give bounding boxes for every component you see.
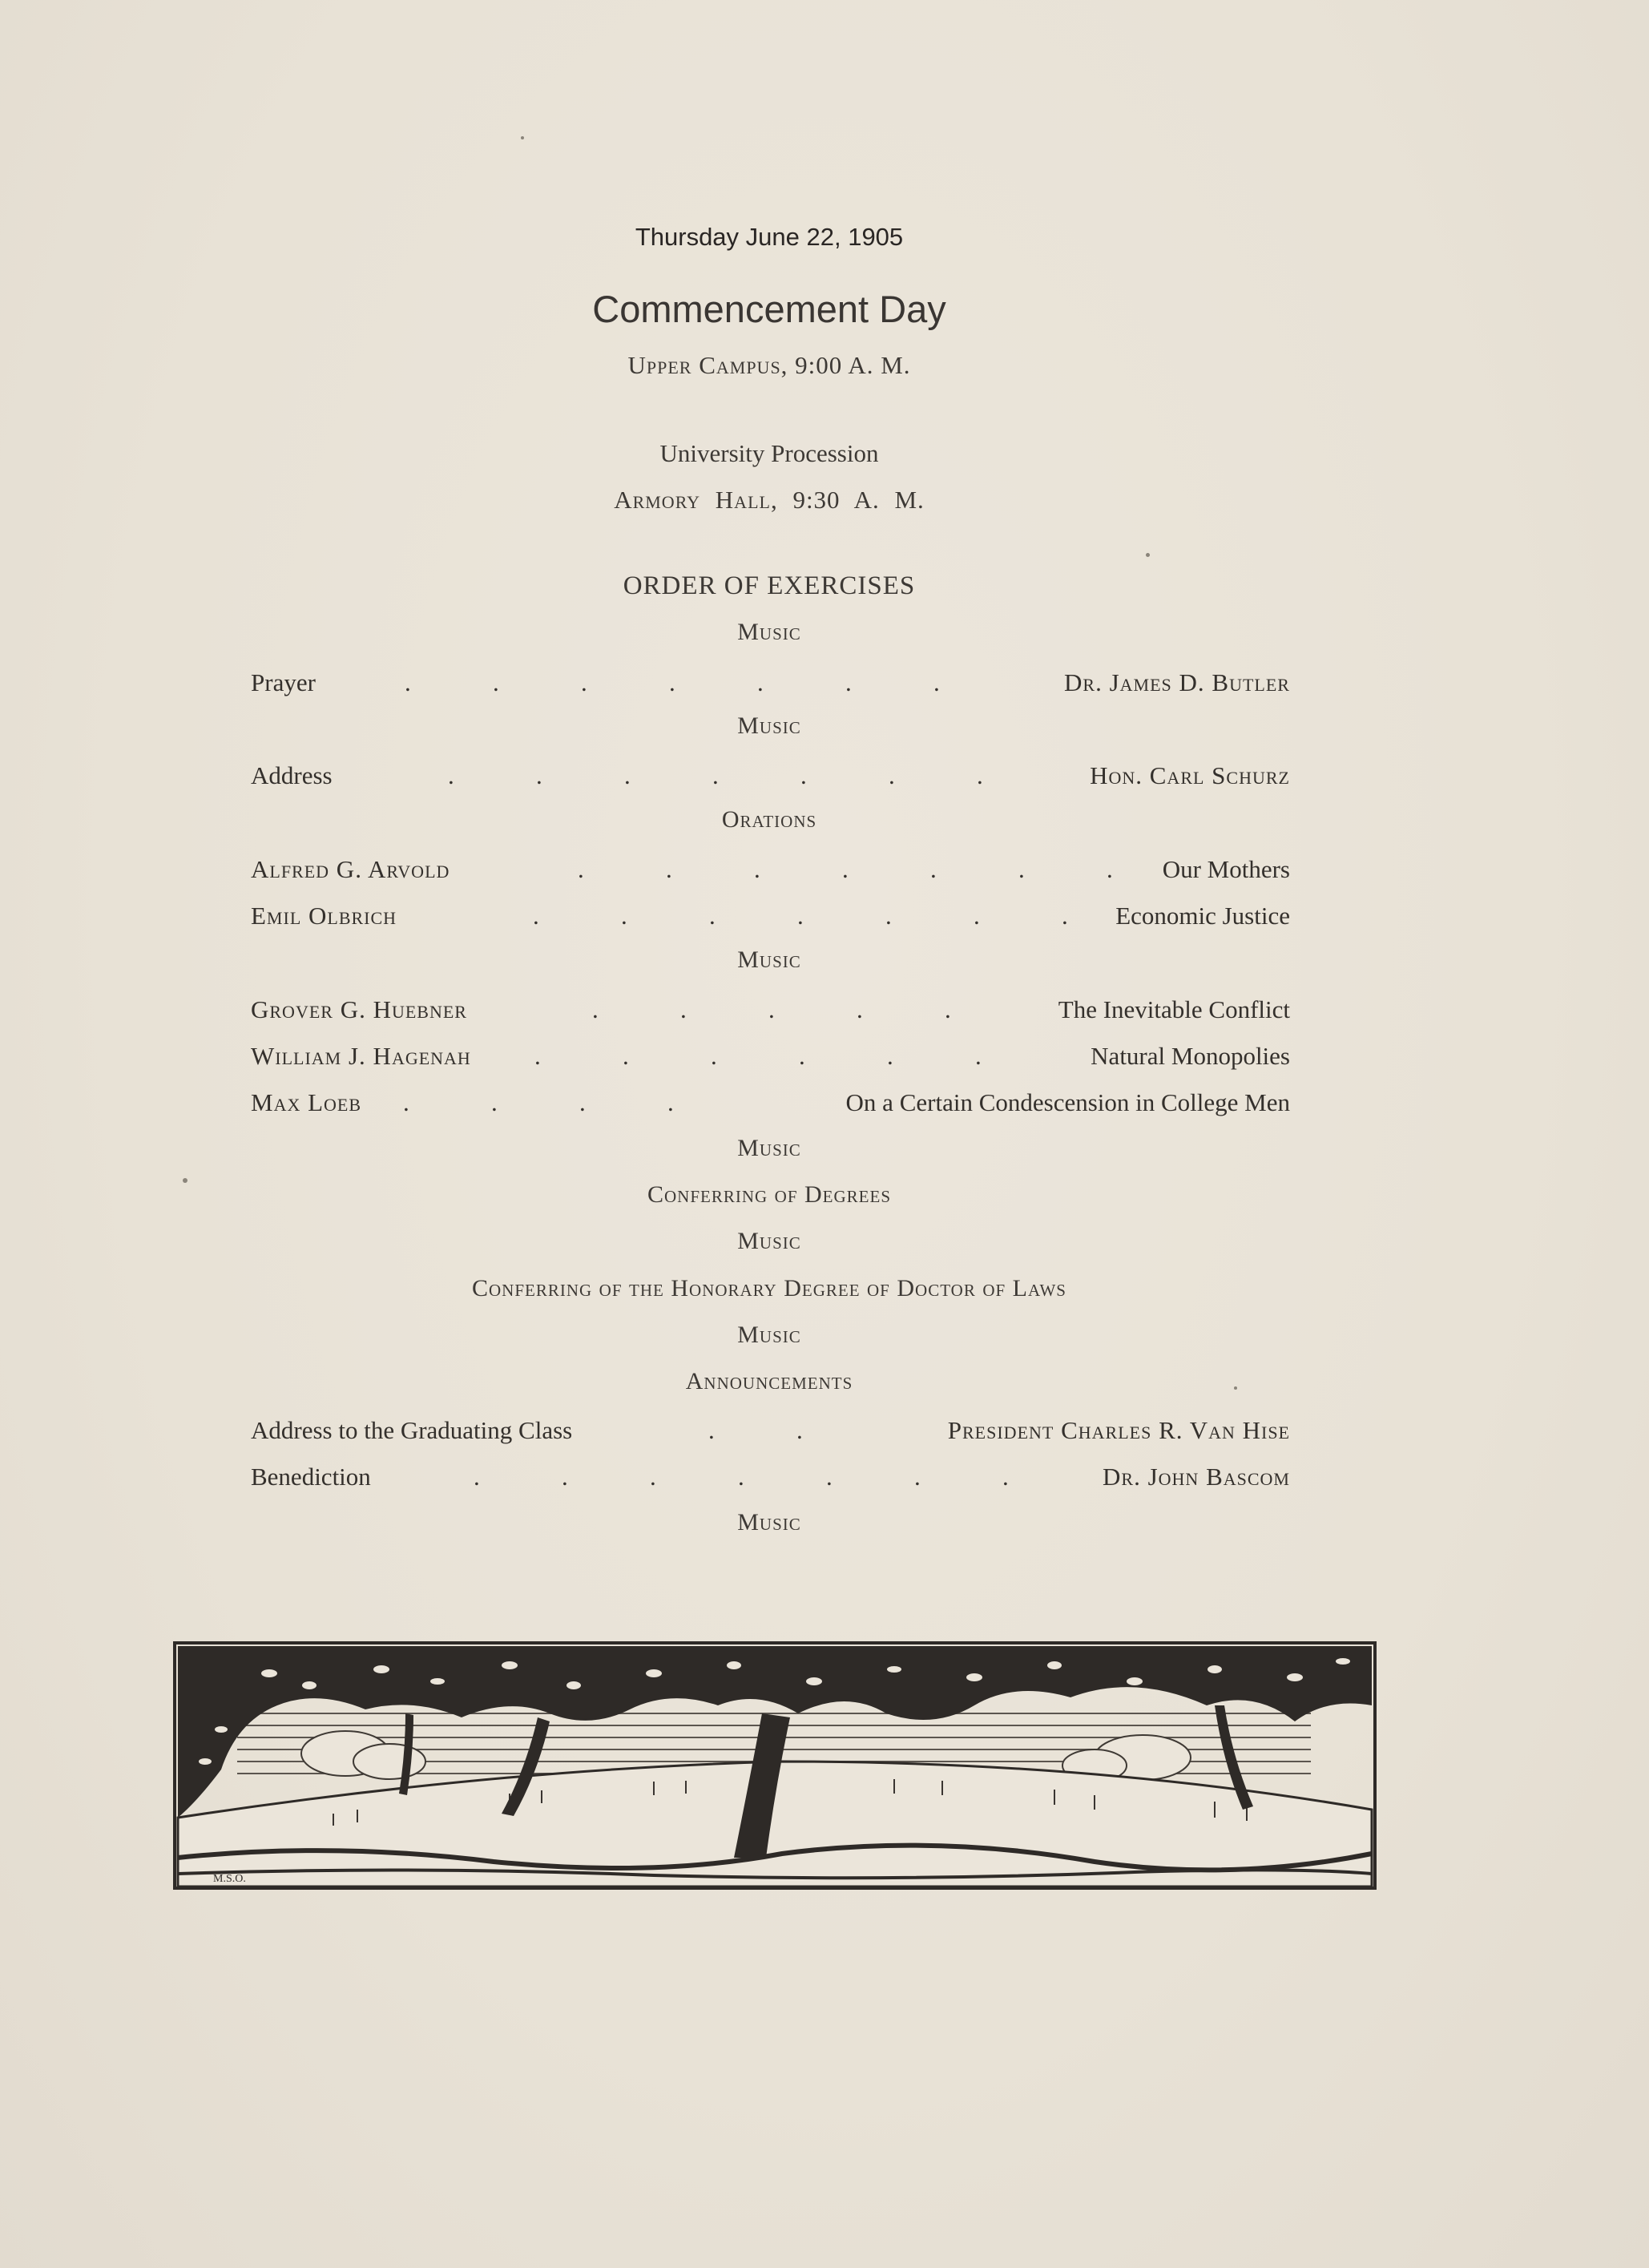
entry-right: President Charles R. Van Hise bbox=[947, 1416, 1290, 1444]
entry-right: On a Certain Condescension in College Men bbox=[845, 1088, 1290, 1116]
dot-leader: . . bbox=[708, 1416, 803, 1444]
illustration-signature: M.S.O. bbox=[213, 1873, 246, 1885]
program-entry-address bbox=[251, 761, 1290, 793]
entry-left: Address to the Graduating Class bbox=[251, 1416, 573, 1444]
dot-leader: . . . . . . . bbox=[448, 761, 983, 789]
program-item-announcements: Announcements bbox=[685, 1368, 853, 1394]
entry-left: Emil Olbrich bbox=[251, 902, 397, 930]
entry-right: Hon. Carl Schurz bbox=[1090, 761, 1290, 789]
entry-left: Alfred G. Arvold bbox=[251, 855, 450, 883]
entry-right: Dr. James D. Butler bbox=[1064, 668, 1290, 696]
page-title: Commencement Day bbox=[592, 288, 946, 330]
program-item-conferring-degrees: Conferring of Degrees bbox=[647, 1181, 892, 1208]
program-entry-oration bbox=[251, 1088, 1290, 1120]
entry-left: Prayer bbox=[251, 668, 316, 696]
program-item-honorary-degree: Conferring of the Honorary Degree of Doctor of Laws bbox=[472, 1275, 1066, 1301]
program-entry-benediction bbox=[251, 1463, 1290, 1495]
procession-label: University Procession bbox=[659, 439, 879, 467]
entry-left: Grover G. Huebner bbox=[251, 995, 467, 1023]
program-item-orations: Orations bbox=[721, 806, 817, 833]
paper-speck bbox=[183, 1178, 187, 1183]
program-item-music: Music bbox=[737, 712, 801, 739]
program-item-music: Music bbox=[737, 619, 801, 645]
program-entry-prayer bbox=[251, 668, 1290, 700]
program-entry-graduating-address bbox=[251, 1416, 1290, 1448]
dot-leader: . . . . . bbox=[592, 995, 951, 1023]
order-of-exercises-heading: ORDER OF EXERCISES bbox=[623, 571, 916, 600]
entry-right: Natural Monopolies bbox=[1091, 1042, 1290, 1070]
entry-left: Max Loeb bbox=[251, 1088, 362, 1116]
tree-landscape-engraving-icon bbox=[173, 1641, 1377, 1890]
entry-right: Dr. John Bascom bbox=[1103, 1463, 1290, 1491]
program-entry-oration bbox=[251, 1042, 1290, 1074]
entry-right: The Inevitable Conflict bbox=[1058, 995, 1290, 1023]
dot-leader: . . . . bbox=[403, 1088, 674, 1116]
dot-leader: . . . . . . bbox=[534, 1042, 982, 1070]
paper-speck bbox=[521, 136, 524, 139]
entry-left: Address bbox=[251, 761, 333, 789]
location-upper-campus: Upper Campus, 9:00 A. M. bbox=[627, 351, 911, 379]
dot-leader: . . . . . . . bbox=[533, 902, 1068, 930]
location-armory-hall: Armory Hall, 9:30 A. M. bbox=[614, 486, 925, 514]
entry-left: Benediction bbox=[251, 1463, 371, 1491]
program-item-music: Music bbox=[737, 1135, 801, 1161]
paper-speck bbox=[1234, 1386, 1237, 1390]
program-item-music: Music bbox=[737, 1509, 801, 1536]
program-entry-oration bbox=[251, 995, 1290, 1027]
event-date: Thursday June 22, 1905 bbox=[635, 223, 904, 251]
dot-leader: . . . . . . . bbox=[405, 668, 940, 696]
program-item-music: Music bbox=[737, 946, 801, 973]
program-item-music: Music bbox=[737, 1228, 801, 1254]
entry-left: William J. Hagenah bbox=[251, 1042, 471, 1070]
paper-speck bbox=[1146, 553, 1150, 557]
program-item-music: Music bbox=[737, 1322, 801, 1348]
entry-right: Our Mothers bbox=[1162, 855, 1290, 883]
entry-right: Economic Justice bbox=[1115, 902, 1290, 930]
dot-leader: . . . . . . . bbox=[474, 1463, 1009, 1491]
program-entry-oration bbox=[251, 855, 1290, 887]
program-entry-oration bbox=[251, 902, 1290, 934]
dot-leader: . . . . . . . bbox=[578, 855, 1113, 883]
